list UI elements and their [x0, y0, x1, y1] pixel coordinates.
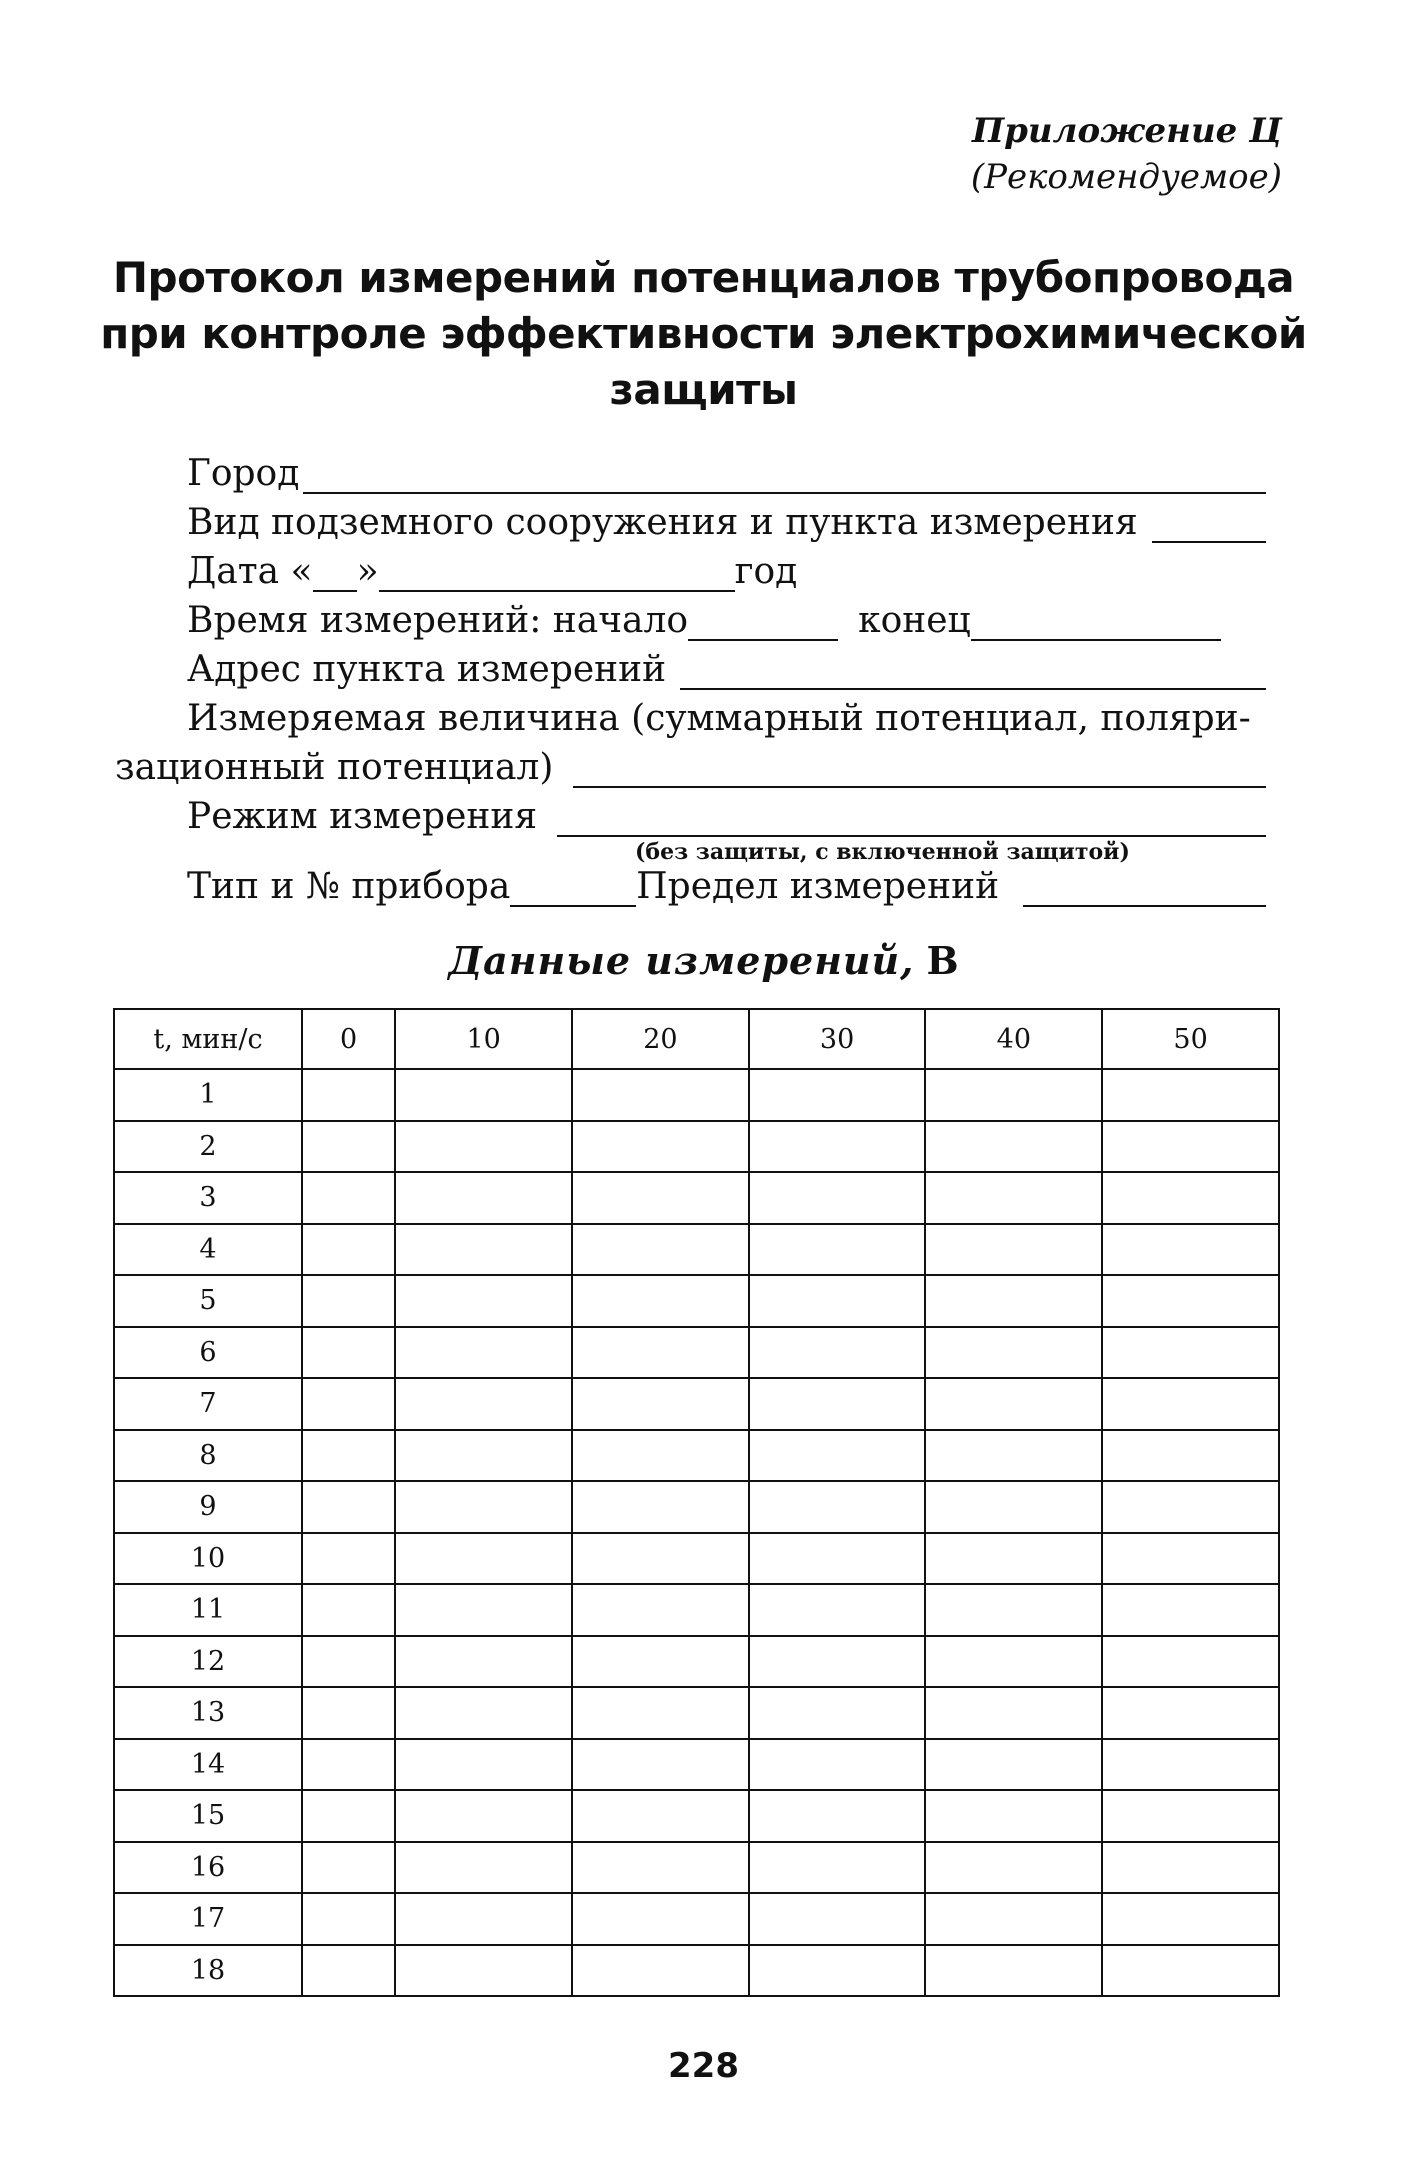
value-cell[interactable]: [749, 1378, 926, 1430]
value-cell[interactable]: [302, 1275, 395, 1327]
value-cell[interactable]: [925, 1327, 1102, 1379]
value-cell[interactable]: [302, 1481, 395, 1533]
value-cell[interactable]: [749, 1430, 926, 1482]
value-cell[interactable]: [1102, 1636, 1279, 1688]
header-col: 30: [749, 1009, 926, 1069]
table-row: [114, 1790, 1279, 1842]
value-cell[interactable]: [925, 1584, 1102, 1636]
mode-row: [115, 788, 1270, 837]
value-cell[interactable]: [572, 1069, 749, 1121]
value-cell[interactable]: [395, 1790, 572, 1842]
annex-label: [971, 108, 1282, 200]
document-title: [100, 250, 1307, 418]
row-index: 7: [114, 1378, 302, 1430]
title-line: при контроле эффективности электрохимической: [100, 309, 1307, 358]
table-row: [114, 1687, 1279, 1739]
device-row: [115, 867, 1270, 907]
address-field[interactable]: [680, 654, 1266, 690]
value-cell[interactable]: [1102, 1739, 1279, 1791]
date-row: [115, 543, 1270, 592]
table-row: [114, 1584, 1279, 1636]
value-cell[interactable]: [925, 1739, 1102, 1791]
value-cell[interactable]: [395, 1584, 572, 1636]
quantity-row: [115, 690, 1270, 739]
quantity-label: Измеряемая величина (суммарный потенциал, поляри-: [187, 698, 1251, 739]
value-cell[interactable]: [749, 1224, 926, 1276]
quantity-row-cont: [115, 739, 1270, 788]
row-index: 16: [114, 1842, 302, 1894]
title-line: защиты: [609, 365, 798, 414]
row-index: 3: [114, 1172, 302, 1224]
value-cell[interactable]: [925, 1172, 1102, 1224]
table-row: [114, 1172, 1279, 1224]
value-cell[interactable]: [572, 1224, 749, 1276]
value-cell[interactable]: [925, 1893, 1102, 1945]
value-cell[interactable]: [302, 1739, 395, 1791]
annex-status: (Рекомендуемое): [970, 157, 1282, 197]
value-cell[interactable]: [749, 1790, 926, 1842]
value-cell[interactable]: [395, 1687, 572, 1739]
value-cell[interactable]: [925, 1636, 1102, 1688]
value-cell[interactable]: [1102, 1121, 1279, 1173]
quantity-label-cont: зационный потенциал): [115, 747, 554, 788]
row-index: 13: [114, 1687, 302, 1739]
value-cell[interactable]: [395, 1636, 572, 1688]
time-row: [115, 592, 1270, 641]
table-row: [114, 1481, 1279, 1533]
time-end-field[interactable]: [971, 605, 1221, 641]
value-cell[interactable]: [925, 1533, 1102, 1585]
value-cell[interactable]: [302, 1945, 395, 1997]
value-cell[interactable]: [1102, 1378, 1279, 1430]
value-cell[interactable]: [302, 1790, 395, 1842]
device-field[interactable]: [510, 871, 636, 907]
value-cell[interactable]: [395, 1430, 572, 1482]
value-cell[interactable]: [749, 1533, 926, 1585]
table-row: [114, 1945, 1279, 1997]
value-cell[interactable]: [395, 1172, 572, 1224]
header-col: 40: [925, 1009, 1102, 1069]
measurement-table: [113, 1008, 1280, 1997]
value-cell[interactable]: [749, 1842, 926, 1894]
value-cell[interactable]: [302, 1842, 395, 1894]
table-row: [114, 1636, 1279, 1688]
value-cell[interactable]: [925, 1481, 1102, 1533]
value-cell[interactable]: [572, 1584, 749, 1636]
date-suffix: год: [734, 551, 798, 592]
value-cell[interactable]: [572, 1275, 749, 1327]
value-cell[interactable]: [572, 1893, 749, 1945]
city-label: Город: [187, 453, 300, 494]
value-cell[interactable]: [572, 1172, 749, 1224]
value-cell[interactable]: [925, 1121, 1102, 1173]
value-cell[interactable]: [572, 1533, 749, 1585]
row-index: 14: [114, 1739, 302, 1791]
value-cell[interactable]: [749, 1121, 926, 1173]
value-cell[interactable]: [749, 1481, 926, 1533]
value-cell[interactable]: [572, 1636, 749, 1688]
row-index: 12: [114, 1636, 302, 1688]
value-cell[interactable]: [572, 1378, 749, 1430]
address-row: [115, 641, 1270, 690]
table-caption-text: Данные измерений,: [448, 938, 915, 983]
value-cell[interactable]: [302, 1893, 395, 1945]
mode-note: (без защиты, с включенной защитой): [635, 839, 1130, 865]
value-cell[interactable]: [749, 1069, 926, 1121]
value-cell[interactable]: [572, 1430, 749, 1482]
value-cell[interactable]: [925, 1224, 1102, 1276]
row-index: 6: [114, 1327, 302, 1379]
value-cell[interactable]: [572, 1481, 749, 1533]
annex-title: Приложение Ц: [971, 111, 1282, 151]
header-col: 10: [395, 1009, 572, 1069]
value-cell[interactable]: [302, 1224, 395, 1276]
table-row: [114, 1275, 1279, 1327]
value-cell[interactable]: [302, 1172, 395, 1224]
value-cell[interactable]: [749, 1945, 926, 1997]
value-cell[interactable]: [925, 1378, 1102, 1430]
row-index: 10: [114, 1533, 302, 1585]
table-row: [114, 1121, 1279, 1173]
value-cell[interactable]: [1102, 1945, 1279, 1997]
header-time: t, мин/с: [114, 1009, 302, 1069]
table-row: [114, 1069, 1279, 1121]
protocol-form: [115, 445, 1270, 907]
value-cell[interactable]: [925, 1430, 1102, 1482]
page-number: 228: [668, 2046, 739, 2086]
value-cell[interactable]: [395, 1327, 572, 1379]
row-index: 15: [114, 1790, 302, 1842]
value-cell[interactable]: [1102, 1584, 1279, 1636]
value-cell[interactable]: [302, 1327, 395, 1379]
table-row: [114, 1378, 1279, 1430]
table-row: [114, 1224, 1279, 1276]
city-field[interactable]: [303, 458, 1266, 494]
value-cell[interactable]: [395, 1945, 572, 1997]
value-cell[interactable]: [395, 1842, 572, 1894]
row-index: 17: [114, 1893, 302, 1945]
value-cell[interactable]: [925, 1275, 1102, 1327]
value-cell[interactable]: [925, 1945, 1102, 1997]
value-cell[interactable]: [749, 1687, 926, 1739]
structure-row: [115, 494, 1270, 543]
address-label: Адрес пункта измерений: [187, 649, 667, 690]
city-row: [115, 445, 1270, 494]
mode-label: Режим измерения: [187, 796, 538, 837]
value-cell[interactable]: [749, 1893, 926, 1945]
value-cell[interactable]: [749, 1327, 926, 1379]
value-cell[interactable]: [395, 1378, 572, 1430]
value-cell[interactable]: [1102, 1327, 1279, 1379]
row-index: 9: [114, 1481, 302, 1533]
device-label: Тип и № прибора: [187, 866, 511, 907]
table-caption-unit: В: [926, 938, 959, 983]
table-row: [114, 1430, 1279, 1482]
table-row: [114, 1739, 1279, 1791]
value-cell[interactable]: [302, 1430, 395, 1482]
value-cell[interactable]: [572, 1121, 749, 1173]
value-cell[interactable]: [302, 1584, 395, 1636]
value-cell[interactable]: [1102, 1069, 1279, 1121]
limit-field[interactable]: [1023, 871, 1266, 907]
header-col: 0: [302, 1009, 395, 1069]
value-cell[interactable]: [925, 1069, 1102, 1121]
value-cell[interactable]: [395, 1224, 572, 1276]
value-cell[interactable]: [302, 1636, 395, 1688]
time-end-label: конец: [858, 600, 971, 641]
value-cell[interactable]: [572, 1687, 749, 1739]
value-cell[interactable]: [572, 1790, 749, 1842]
value-cell[interactable]: [1102, 1172, 1279, 1224]
value-cell[interactable]: [302, 1378, 395, 1430]
value-cell[interactable]: [572, 1945, 749, 1997]
value-cell[interactable]: [572, 1842, 749, 1894]
value-cell[interactable]: [302, 1533, 395, 1585]
value-cell[interactable]: [925, 1790, 1102, 1842]
row-index: 18: [114, 1945, 302, 1997]
row-index: 8: [114, 1430, 302, 1482]
table-row: [114, 1327, 1279, 1379]
row-index: 4: [114, 1224, 302, 1276]
title-line: Протокол измерений потенциалов трубопровода: [112, 253, 1295, 302]
date-month-field[interactable]: [379, 556, 735, 592]
header-col: 20: [572, 1009, 749, 1069]
row-index: 1: [114, 1069, 302, 1121]
date-prefix: Дата «: [187, 551, 313, 592]
value-cell[interactable]: [925, 1687, 1102, 1739]
table-header-row: [114, 1009, 1279, 1069]
value-cell[interactable]: [395, 1481, 572, 1533]
value-cell[interactable]: [395, 1121, 572, 1173]
value-cell[interactable]: [1102, 1224, 1279, 1276]
header-col: 50: [1102, 1009, 1279, 1069]
value-cell[interactable]: [302, 1687, 395, 1739]
mode-field[interactable]: [557, 801, 1266, 837]
value-cell[interactable]: [1102, 1790, 1279, 1842]
value-cell[interactable]: [1102, 1842, 1279, 1894]
structure-label: Вид подземного сооружения и пункта измерения: [187, 502, 1138, 543]
table-row: [114, 1533, 1279, 1585]
value-cell[interactable]: [749, 1275, 926, 1327]
structure-field[interactable]: [1152, 507, 1266, 543]
value-cell[interactable]: [749, 1172, 926, 1224]
value-cell[interactable]: [749, 1739, 926, 1791]
value-cell[interactable]: [749, 1584, 926, 1636]
value-cell[interactable]: [302, 1069, 395, 1121]
value-cell[interactable]: [395, 1275, 572, 1327]
value-cell[interactable]: [1102, 1430, 1279, 1482]
value-cell[interactable]: [395, 1739, 572, 1791]
value-cell[interactable]: [1102, 1275, 1279, 1327]
row-index: 2: [114, 1121, 302, 1173]
date-mid: »: [356, 551, 379, 592]
value-cell[interactable]: [395, 1069, 572, 1121]
value-cell[interactable]: [1102, 1533, 1279, 1585]
value-cell[interactable]: [1102, 1893, 1279, 1945]
limit-label: Предел измерений: [636, 866, 1000, 907]
table-caption: [0, 938, 1407, 983]
value-cell[interactable]: [572, 1739, 749, 1791]
value-cell[interactable]: [1102, 1687, 1279, 1739]
table-row: [114, 1842, 1279, 1894]
value-cell[interactable]: [572, 1327, 749, 1379]
table-row: [114, 1893, 1279, 1945]
time-start-field[interactable]: [688, 605, 838, 641]
row-index: 5: [114, 1275, 302, 1327]
row-index: 11: [114, 1584, 302, 1636]
value-cell[interactable]: [925, 1842, 1102, 1894]
quantity-field[interactable]: [573, 752, 1266, 788]
value-cell[interactable]: [395, 1533, 572, 1585]
value-cell[interactable]: [749, 1636, 926, 1688]
value-cell[interactable]: [395, 1893, 572, 1945]
time-start-label: Время измерений: начало: [187, 600, 689, 641]
value-cell[interactable]: [1102, 1481, 1279, 1533]
date-day-field[interactable]: [313, 556, 357, 592]
value-cell[interactable]: [302, 1121, 395, 1173]
